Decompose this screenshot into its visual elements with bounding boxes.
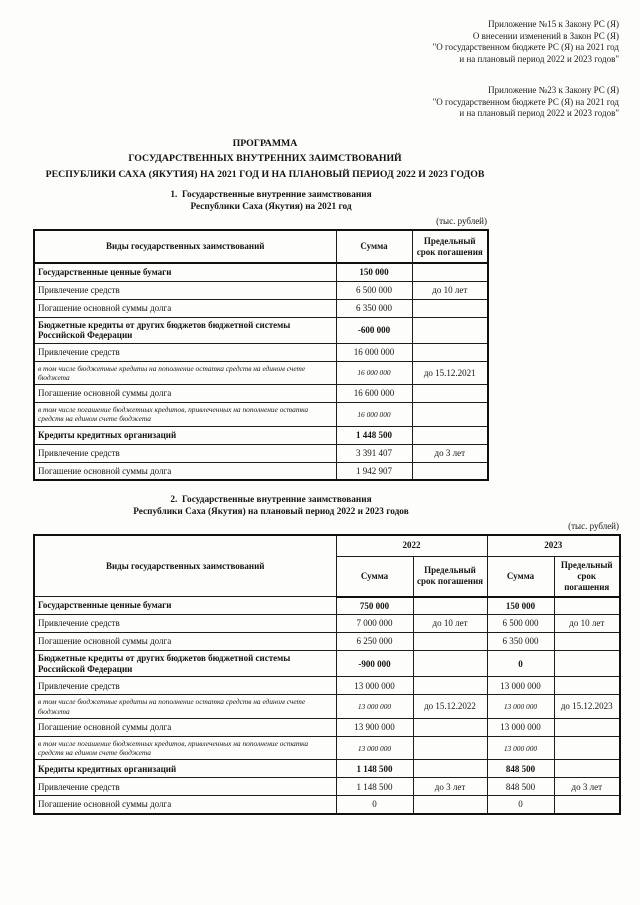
row-label-cell: Погашение основной суммы долга [34, 796, 336, 814]
year-2023-header: 2023 [487, 535, 620, 556]
row-value-cell: 7 000 000 [336, 615, 413, 633]
row-value-cell: до 10 лет [413, 615, 487, 633]
table-row [34, 343, 488, 361]
table-row [34, 597, 620, 615]
row-value-cell: до 15.12.2021 [412, 361, 488, 385]
row-value-cell: 6 500 000 [487, 615, 554, 633]
row-label-cell: Государственные ценные бумаги [34, 263, 336, 281]
row-label-cell: Привлечение средств [34, 615, 336, 633]
row-value-cell [554, 677, 620, 695]
row-value-cell [554, 718, 620, 736]
row-value-cell: 13 000 000 [487, 736, 554, 760]
section-heading-line: Республики Саха (Якутия) на 2021 год [190, 202, 352, 212]
row-value-cell: 13 900 000 [336, 718, 413, 736]
title-line: РЕСПУБЛИКИ САХА (ЯКУТИЯ) НА 2021 ГОД И НА ПЛАНОВЫЙ ПЕРИОД 2022 И 2023 ГОДОВ [45, 168, 485, 180]
column-header-sum-2023: Сумма [487, 556, 554, 597]
section-heading-line: 1. Государственные внутренние заимствования [170, 190, 372, 200]
table-row [34, 317, 488, 343]
row-value-cell [413, 760, 487, 778]
row-value-cell: 16 000 000 [336, 361, 412, 385]
row-value-cell [412, 403, 488, 427]
appendix-line: "О государственном бюджете РС (Я) на 2021 год [432, 96, 619, 107]
row-value-cell [413, 736, 487, 760]
row-value-cell: 13 000 000 [336, 695, 413, 719]
section-heading-line: Республики Саха (Якутия) на плановый период 2022 и 2023 годов [133, 507, 409, 518]
row-label-cell: Погашение основной суммы долга [34, 385, 336, 403]
table-row [34, 736, 620, 760]
row-value-cell [554, 633, 620, 651]
row-value-cell: 13 000 000 [487, 677, 554, 695]
row-label-cell: Привлечение средств [34, 778, 336, 796]
row-value-cell [413, 633, 487, 651]
row-value-cell [412, 426, 488, 444]
row-value-cell: до 3 лет [554, 778, 620, 796]
table-header-year-row [34, 535, 620, 556]
row-value-cell: 6 350 000 [336, 299, 412, 317]
row-value-cell [413, 677, 487, 695]
row-value-cell [413, 796, 487, 814]
row-label-cell: Привлечение средств [34, 343, 336, 361]
row-label-cell: Погашение основной суммы долга [34, 462, 336, 480]
column-header-sum: Сумма [336, 230, 412, 263]
table-row [34, 361, 488, 385]
row-label-cell: Погашение основной суммы долга [34, 299, 336, 317]
row-value-cell [412, 343, 488, 361]
row-value-cell [412, 462, 488, 480]
table-row [34, 281, 488, 299]
appendix-line: Приложение №23 к Закону РС (Я) [488, 85, 619, 95]
section-1-heading [33, 189, 509, 213]
appendix-line: О внесении изменений в Закон РС (Я) [472, 30, 619, 41]
row-value-cell: до 15.12.2022 [413, 695, 487, 719]
row-value-cell: 150 000 [487, 597, 554, 615]
row-value-cell [413, 597, 487, 615]
appendix-line: "О государственном бюджете РС (Я) на 2021 год [432, 42, 619, 52]
row-value-cell: до 15.12.2023 [554, 695, 620, 719]
borrowings-table-2022-2023 [33, 534, 621, 815]
row-value-cell: 6 500 000 [336, 281, 412, 299]
row-value-cell [554, 736, 620, 760]
row-value-cell: 1 148 500 [336, 778, 413, 796]
row-label-cell: в том числе бюджетные кредиты на пополнение остатка средств на едином счете бюджета [34, 361, 336, 385]
row-value-cell [413, 651, 487, 677]
table-row [34, 718, 620, 736]
table-row [34, 778, 620, 796]
row-label-cell: в том числе бюджетные кредиты на пополнение остатка средств на едином счете бюджета [34, 695, 336, 719]
row-value-cell: 6 250 000 [336, 633, 413, 651]
row-label-cell: Погашение основной суммы долга [34, 718, 336, 736]
row-value-cell: -600 000 [336, 317, 412, 343]
table-row [34, 426, 488, 444]
table-row [34, 651, 620, 677]
table-header-row [34, 230, 488, 263]
units-label: (тыс. рублей) [436, 216, 487, 226]
row-value-cell: 16 000 000 [336, 403, 412, 427]
section-heading-line: 2. Государственные внутренние заимствования [170, 495, 372, 506]
row-value-cell: 3 391 407 [336, 444, 412, 462]
table-row [34, 677, 620, 695]
row-value-cell: -900 000 [336, 651, 413, 677]
row-value-cell: 1 942 907 [336, 462, 412, 480]
appendix-line: Приложение №15 к Закону РС (Я) [488, 19, 619, 29]
row-value-cell [554, 597, 620, 615]
row-value-cell: 848 500 [487, 778, 554, 796]
column-header-term: Предельный срок погашения [412, 230, 488, 263]
row-value-cell [412, 317, 488, 343]
table-row [34, 462, 488, 480]
appendix-line: и на плановый период 2022 и 2023 годов" [459, 108, 619, 118]
column-header-kinds: Виды государственных заимствований [34, 230, 336, 263]
row-value-cell [554, 760, 620, 778]
column-header-term-2022: Предельный срок погашения [413, 556, 487, 597]
row-value-cell: 16 600 000 [336, 385, 412, 403]
row-label-cell: Привлечение средств [34, 677, 336, 695]
year-2022-header: 2022 [336, 535, 487, 556]
section-2-heading [33, 494, 509, 518]
row-value-cell: 0 [487, 651, 554, 677]
row-label-cell: Кредиты кредитных организаций [34, 760, 336, 778]
row-value-cell: 13 000 000 [487, 695, 554, 719]
table-row [34, 444, 488, 462]
row-value-cell [412, 385, 488, 403]
row-value-cell: 1 448 500 [336, 426, 412, 444]
table-row [34, 760, 620, 778]
row-value-cell: 16 000 000 [336, 343, 412, 361]
borrowings-table-2021 [33, 229, 489, 481]
column-header-kinds: Виды государственных заимствований [34, 535, 336, 597]
table-row [34, 299, 488, 317]
row-value-cell: 0 [336, 796, 413, 814]
row-value-cell: 13 000 000 [336, 677, 413, 695]
table-row [34, 263, 488, 281]
row-value-cell: 0 [487, 796, 554, 814]
row-value-cell: 848 500 [487, 760, 554, 778]
row-value-cell: до 10 лет [412, 281, 488, 299]
row-value-cell [554, 651, 620, 677]
row-value-cell: до 10 лет [554, 615, 620, 633]
title-line: ГОСУДАРСТВЕННЫХ ВНУТРЕННИХ ЗАИМСТВОВАНИЙ [128, 153, 402, 164]
row-value-cell [412, 299, 488, 317]
document-title [33, 136, 497, 183]
table-row [34, 615, 620, 633]
row-label-cell: Государственные ценные бумаги [34, 597, 336, 615]
row-value-cell [413, 718, 487, 736]
table-row [34, 385, 488, 403]
row-label-cell: в том числе погашение бюджетных кредитов, привлеченных на пополнение остатка средств на едином счете бюджета [34, 736, 336, 760]
row-value-cell: 750 000 [336, 597, 413, 615]
row-label-cell: Погашение основной суммы долга [34, 633, 336, 651]
row-label-cell: Бюджетные кредиты от других бюджетов бюджетной системы Российской Федерации [34, 317, 336, 343]
row-value-cell [412, 263, 488, 281]
row-label-cell: Привлечение средств [34, 444, 336, 462]
row-label-cell: Кредиты кредитных организаций [34, 426, 336, 444]
title-line: ПРОГРАММА [232, 137, 298, 149]
row-value-cell: 6 350 000 [487, 633, 554, 651]
appendix-line: и на плановый период 2022 и 2023 годов" [459, 53, 619, 64]
row-value-cell: 1 148 500 [336, 760, 413, 778]
row-value-cell: до 3 лет [412, 444, 488, 462]
row-value-cell: 13 000 000 [487, 718, 554, 736]
appendix-note-2 [33, 85, 619, 120]
row-label-cell: Привлечение средств [34, 281, 336, 299]
table-row [34, 695, 620, 719]
row-value-cell: до 3 лет [413, 778, 487, 796]
table-row [34, 633, 620, 651]
table-row [34, 403, 488, 427]
row-value-cell: 13 000 000 [336, 736, 413, 760]
appendix-note-1 [33, 19, 619, 65]
column-header-term-2023: Предельный срок погашения [554, 556, 620, 597]
row-label-cell: Бюджетные кредиты от других бюджетов бюджетной системы Российской Федерации [34, 651, 336, 677]
row-value-cell: 150 000 [336, 263, 412, 281]
row-value-cell [554, 796, 620, 814]
row-label-cell: в том числе погашение бюджетных кредитов, привлеченных на пополнение остатка средств на едином счете бюджета [34, 403, 336, 427]
table-row [34, 796, 620, 814]
units-label: (тыс. рублей) [568, 521, 619, 532]
column-header-sum-2022: Сумма [336, 556, 413, 597]
